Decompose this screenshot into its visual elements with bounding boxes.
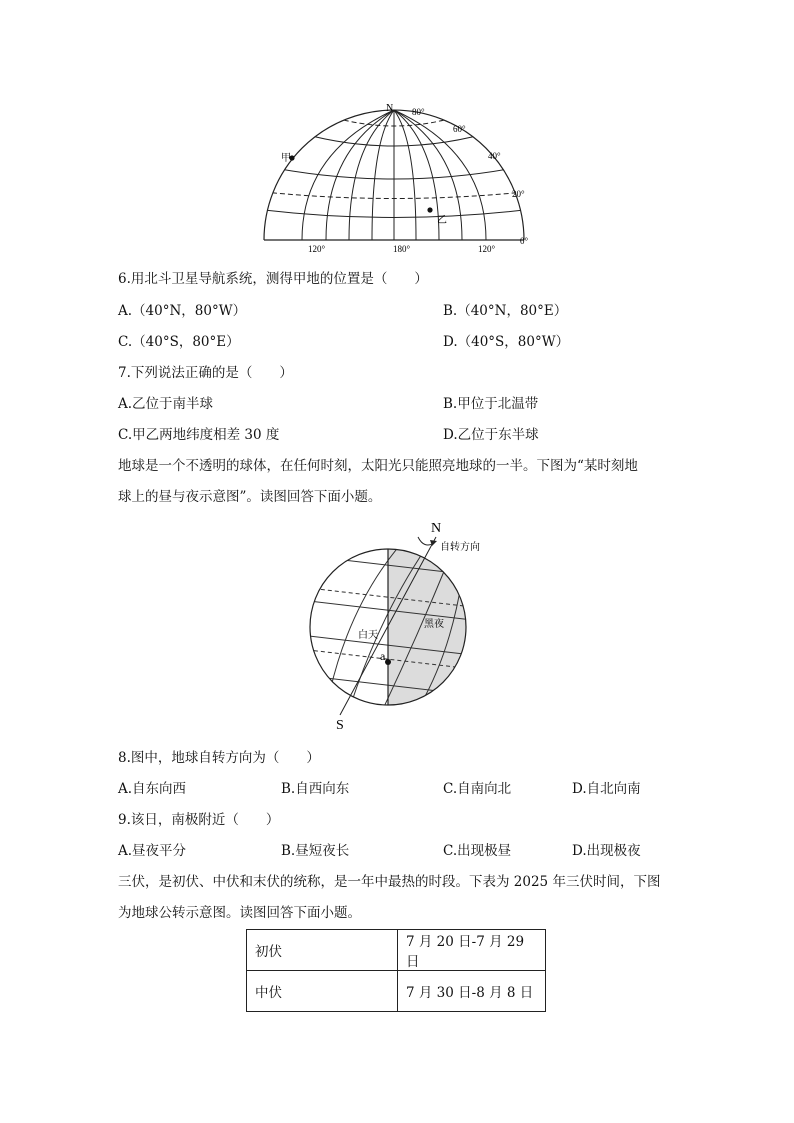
q7-stem: 7.下列说法正确的是（ ） bbox=[118, 365, 293, 381]
q7-option-a[interactable]: A.乙位于南半球 bbox=[118, 396, 214, 412]
q8-option-b[interactable]: B.自西向东 bbox=[281, 781, 350, 797]
night-shading bbox=[388, 535, 488, 725]
sanfu-table bbox=[246, 929, 546, 1012]
table-row bbox=[247, 971, 546, 1012]
point-yi-label: 乙 bbox=[437, 215, 447, 226]
day-night-globe-figure bbox=[300, 515, 490, 735]
q9-option-c[interactable]: C.出现极昼 bbox=[443, 843, 512, 859]
point-a-label: a bbox=[380, 649, 386, 663]
q8-option-d[interactable]: D.自北向南 bbox=[572, 781, 641, 797]
q9-stem: 9.该日，南极附近（ ） bbox=[118, 812, 280, 828]
table-cell-dates: 7 月 30 日-8 月 8 日 bbox=[398, 971, 546, 1012]
table-cell-dates: 7 月 20 日-7 月 29 日 bbox=[398, 930, 546, 971]
lon-label-180: 180° bbox=[393, 244, 411, 254]
rotation-label: 自转方向 bbox=[440, 542, 480, 553]
hemisphere-map-figure bbox=[250, 100, 540, 260]
north-label: N bbox=[386, 103, 394, 114]
lat-label-0: 0° bbox=[520, 236, 529, 246]
q7-option-c[interactable]: C.甲乙两地纬度相差 30 度 bbox=[118, 427, 280, 443]
lat-label-80: 80° bbox=[412, 107, 425, 117]
point-yi-dot bbox=[427, 207, 432, 212]
point-a-dot bbox=[385, 659, 391, 665]
table-row bbox=[247, 930, 546, 971]
night-label: 黑夜 bbox=[424, 619, 444, 630]
globe-south-label: S bbox=[336, 718, 344, 733]
q7-option-b[interactable]: B.甲位于北温带 bbox=[443, 396, 539, 412]
table-cell-name: 初伏 bbox=[247, 930, 398, 971]
q6-option-d[interactable]: D.（40°S，80°W） bbox=[443, 334, 570, 350]
q8-stem: 8.图中，地球自转方向为（ ） bbox=[118, 750, 320, 766]
q8-option-a[interactable]: A.自东向西 bbox=[118, 781, 187, 797]
q6-option-a[interactable]: A.（40°N，80°W） bbox=[118, 303, 247, 319]
intro3-line2: 为地球公转示意图。读图回答下面小题。 bbox=[118, 905, 361, 921]
globe-north-label: N bbox=[431, 521, 442, 536]
q9-option-a[interactable]: A.昼夜平分 bbox=[118, 843, 187, 859]
lon-label-120w: 120° bbox=[308, 244, 326, 254]
q9-option-b[interactable]: B.昼短夜长 bbox=[281, 843, 350, 859]
lat-label-20: 20° bbox=[512, 189, 525, 199]
q6-stem: 6.用北斗卫星导航系统，测得甲地的位置是（ ） bbox=[118, 271, 428, 287]
q6-option-c[interactable]: C.（40°S，80°E） bbox=[118, 334, 240, 350]
q9-option-d[interactable]: D.出现极夜 bbox=[572, 843, 641, 859]
lon-label-120e: 120° bbox=[478, 244, 496, 254]
q7-option-d[interactable]: D.乙位于东半球 bbox=[443, 427, 539, 443]
lat-label-60: 60° bbox=[453, 124, 466, 134]
lat-label-40: 40° bbox=[488, 151, 501, 161]
intro2-line1: 地球是一个不透明的球体，在任何时刻，太阳光只能照亮地球的一半。下图为“某时刻地 bbox=[118, 458, 638, 474]
intro2-line2: 球上的昼与夜示意图”。读图回答下面小题。 bbox=[118, 489, 382, 505]
day-label: 白天 bbox=[358, 630, 378, 641]
q6-option-b[interactable]: B.（40°N，80°E） bbox=[443, 303, 568, 319]
intro3-line1: 三伏，是初伏、中伏和末伏的统称，是一年中最热的时段。下表为 2025 年三伏时间，下图 bbox=[118, 874, 661, 890]
point-jia-label: 甲 bbox=[281, 153, 291, 164]
table-cell-name: 中伏 bbox=[247, 971, 398, 1012]
q8-option-c[interactable]: C.自南向北 bbox=[443, 781, 512, 797]
